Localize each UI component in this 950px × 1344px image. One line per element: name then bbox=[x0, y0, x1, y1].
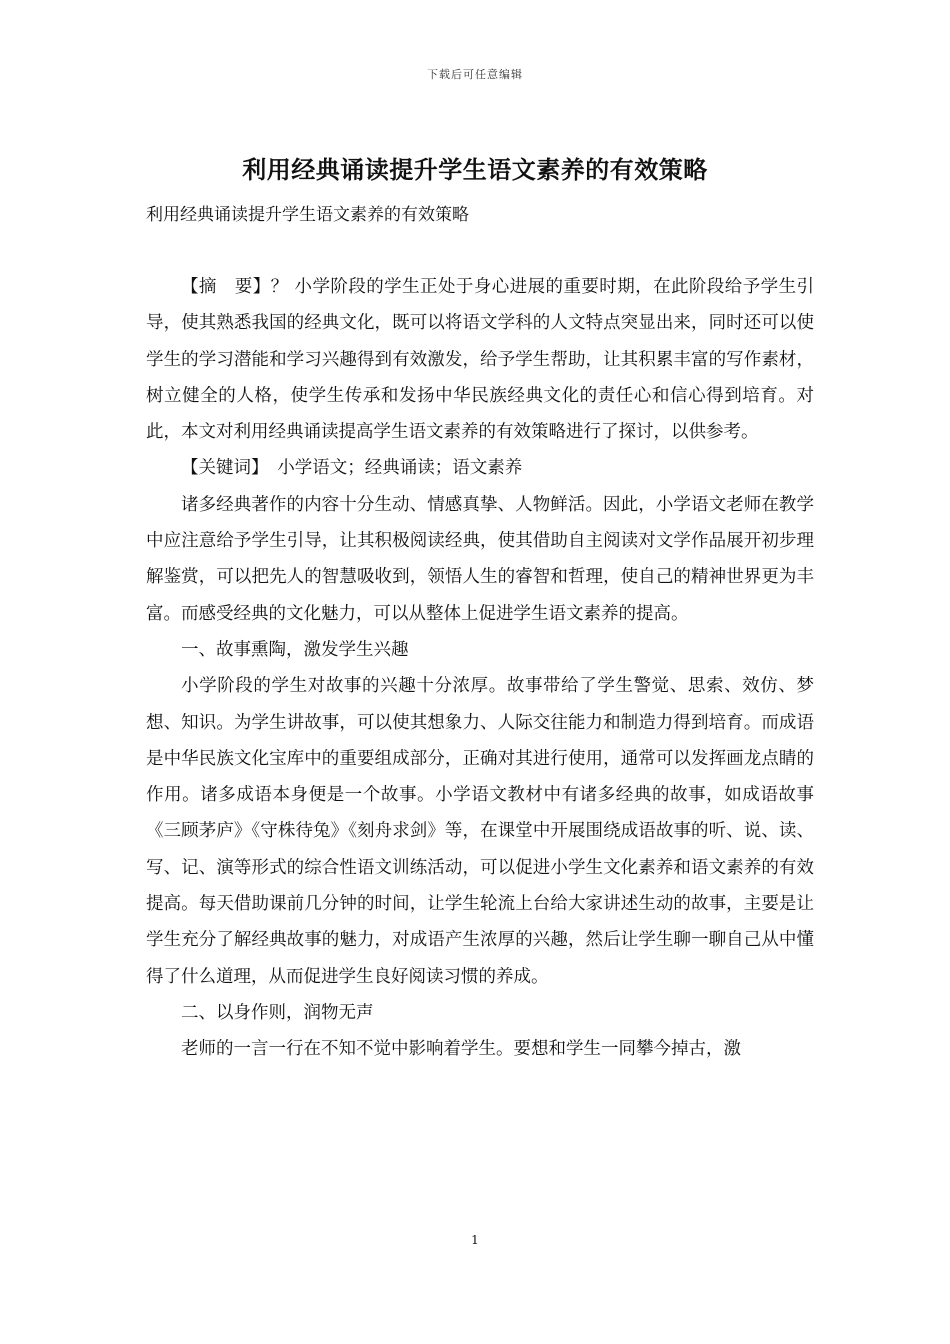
section-1-paragraph: 小学阶段的学生对故事的兴趣十分浓厚。故事带给了学生警觉、思索、效仿、梦想、知识。为学生讲故事，可以使其想象力、人际交往能力和制造力得到培育。而成语是中华民族文化宝库中的重要组成部分，正确对其进行使用，通常可以发挥画龙点睛的作用。诸多成语本身便是一个故事。小学语文教材中有诸多经典的故事，如成语故事《三顾茅庐》《守株待兔》《刻舟求剑》等，在课堂中开展围绕成语故事的听、说、读、写、记、演等形式的综合性语文训练活动，可以促进小学生文化素养和语文素养的有效提高。每天借助课前几分钟的时间，让学生轮流上台给大家讲述生动的故事，主要是让学生充分了解经典故事的魅力，对成语产生浓厚的兴趣，然后让学生聊一聊自己从中懂得了什么道理，从而促进学生良好阅读习惯的养成。 bbox=[146, 676, 814, 987]
section-heading-2: 二、以身作则，润物无声 bbox=[181, 1002, 374, 1023]
keywords-paragraph: 【关键词】 小学语文；经典诵读；语文素养 bbox=[181, 458, 523, 479]
abstract-paragraph: 【摘 要】？ 小学阶段的学生正处于身心进展的重要时期，在此阶段给予学生引导，使其熟悉我国的经典文化，既可以将语文学科的人文特点突显出来，同时还可以使学生的学习潜能和学习兴趣得到有效激发，给予学生帮助，让其积累丰富的写作素材，树立健全的人格，使学生传承和发扬中华民族经典文化的责任心和信心得到培育。对此，本文对利用经典诵读提高学生语文素养的有效策略进行了探讨，以供参考。 bbox=[146, 277, 814, 443]
header-note: 下载后可任意编辑 bbox=[427, 68, 523, 81]
document-title: 利用经典诵读提升学生语文素养的有效策略 bbox=[242, 155, 708, 184]
page-number: 1 bbox=[471, 1233, 479, 1247]
section-2-paragraph: 老师的一言一行在不知不觉中影响着学生。要想和学生一同攀今掉古，激 bbox=[181, 1039, 741, 1060]
document-body bbox=[146, 269, 814, 1068]
document-subtitle: 利用经典诵读提升学生语文素养的有效策略 bbox=[146, 205, 469, 225]
section-heading-1: 一、故事熏陶，激发学生兴趣 bbox=[181, 639, 409, 660]
intro-paragraph: 诸多经典著作的内容十分生动、情感真挚、人物鲜活。因此，小学语文老师在教学中应注意给予学生引导，让其积极阅读经典，使其借助自主阅读对文学作品展开初步理解鉴赏，可以把先人的智慧吸收到，领悟人生的睿智和哲理，使自己的精神世界更为丰富。而感受经典的文化魅力，可以从整体上促进学生语文素养的提高。 bbox=[146, 494, 814, 624]
